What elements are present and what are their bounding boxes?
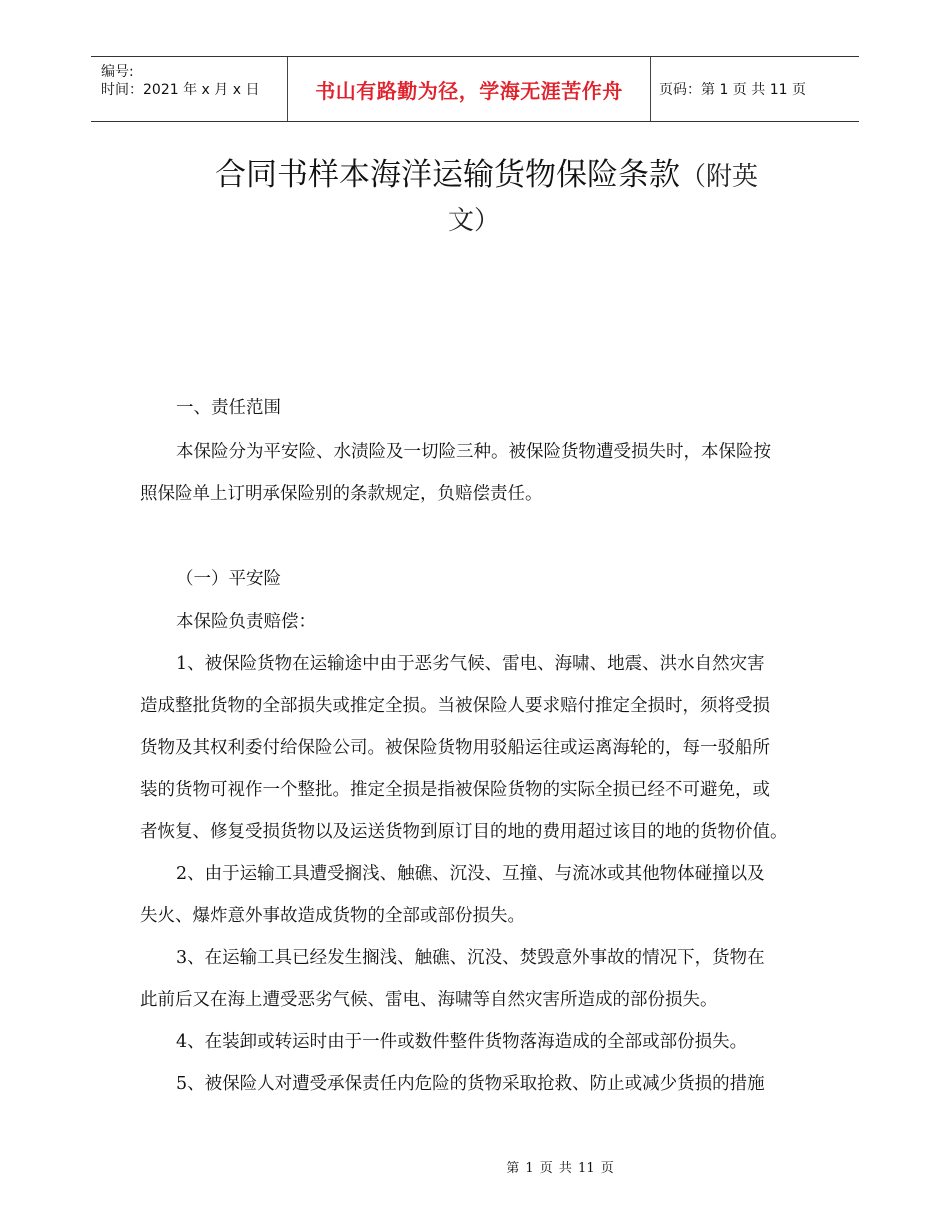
motto-text: 书山有路勤为径，学海无涯苦作舟	[315, 78, 623, 103]
title-suffix: （附英	[680, 162, 759, 192]
page-footer: 第 1 页 共 11 页	[506, 1161, 614, 1176]
document-header	[91, 56, 859, 122]
paragraph-line: 照保险单上订明承保险别的条款规定，负赔偿责任。	[140, 484, 543, 504]
paragraph-line: 造成整批货物的全部损失或推定全损。当被保险人要求赔付推定全损时，须将受损	[140, 696, 770, 716]
document-time: 时间：2021 年 x 月 x 日	[101, 82, 260, 98]
paragraph-line: 此前后又在海上遭受恶劣气候、雷电、海啸等自然灾害所造成的部份损失。	[140, 990, 718, 1010]
paragraph-line: 2、由于运输工具遭受搁浅、触礁、沉没、互撞、与流冰或其他物体碰撞以及	[176, 864, 765, 884]
paragraph-line: 者恢复、修复受损货物以及运送货物到原订目的地的费用超过该目的地的货物价值。	[140, 822, 788, 842]
paragraph-line: 3、在运输工具已经发生搁浅、触礁、沉没、焚毁意外事故的情况下，货物在	[176, 948, 765, 968]
header-meta	[91, 57, 287, 121]
document-number-label: 编号:	[101, 64, 134, 80]
header-page-cell	[651, 57, 859, 121]
paragraph-line: 货物及其权利委付给保险公司。被保险货物用驳船运往或运离海轮的，每一驳船所	[140, 738, 770, 758]
title-main: 合同书样本海洋运输货物保险条款	[215, 157, 680, 193]
paragraph-line: 1、被保险货物在运输途中由于恶劣气候、雷电、海啸、地震、洪水自然灾害	[176, 654, 765, 674]
paragraph-line: 本保险负责赔偿：	[176, 612, 316, 632]
paragraph-line: 失火、爆炸意外事故造成货物的全部或部份损失。	[140, 906, 525, 926]
subsection-heading: （一）平安险	[176, 569, 281, 589]
page-title	[215, 143, 815, 209]
paragraph-line: 4、在装卸或转运时由于一件或数件整件货物落海造成的全部或部份损失。	[176, 1032, 748, 1052]
paragraph-line: 装的货物可视作一个整批。推定全损是指被保险货物的实际全损已经不可避免，或	[140, 780, 770, 800]
page-info: 页码：第 1 页 共 11 页	[659, 82, 806, 98]
paragraph-line: 5、被保险人对遭受承保责任内危险的货物采取抢救、防止或减少货损的措施	[176, 1074, 765, 1094]
title-continuation: 文）	[448, 206, 501, 236]
paragraph-line: 本保险分为平安险、水渍险及一切险三种。被保险货物遭受损失时，本保险按	[176, 442, 771, 462]
section-heading: 一、责任范围	[176, 398, 281, 418]
header-motto-cell	[287, 57, 651, 121]
